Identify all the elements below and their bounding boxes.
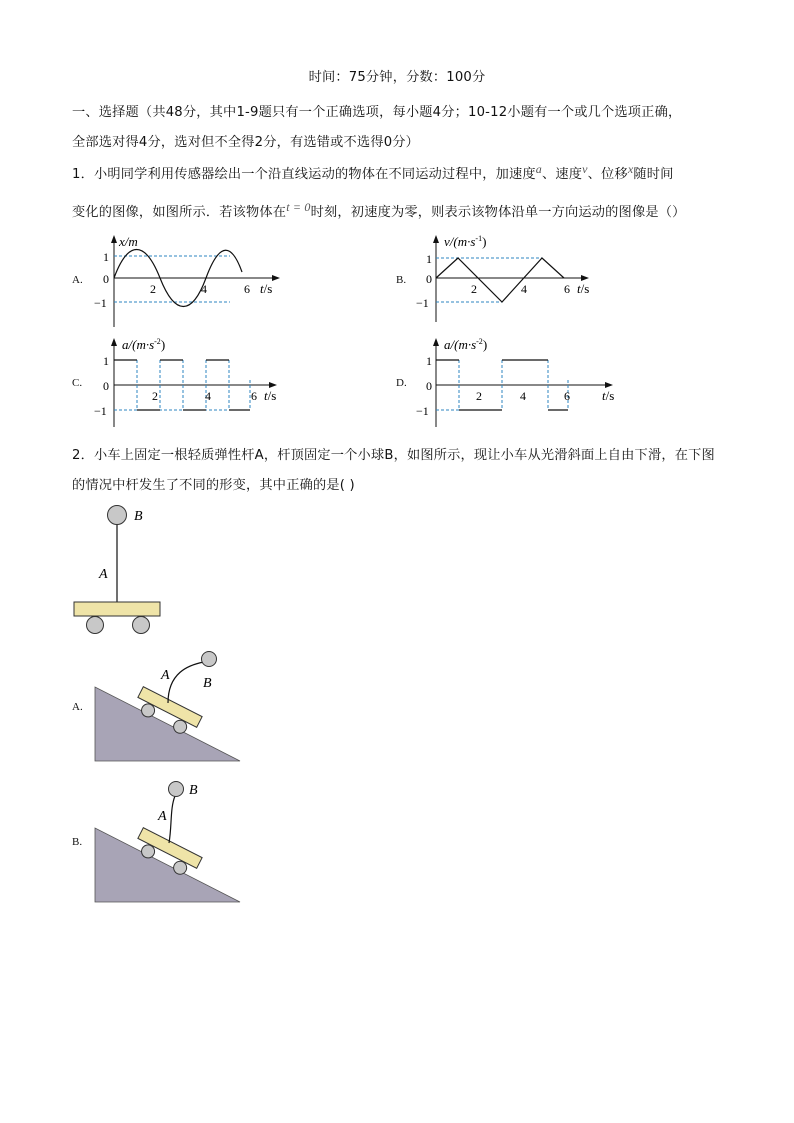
tick-y-neg1: −1 bbox=[94, 296, 107, 310]
q1-option-d-label[interactable]: D. bbox=[396, 377, 407, 389]
label-b: B bbox=[189, 783, 198, 798]
q2-stem-line2: 的情况中杆发生了不同的形变，其中正确的是( ) bbox=[72, 478, 355, 493]
q1-option-d-graph[interactable] bbox=[416, 335, 634, 430]
slope bbox=[95, 828, 240, 902]
cart-wheel bbox=[87, 617, 104, 634]
tick-y-1: 1 bbox=[103, 354, 109, 368]
tick-x-4: 4 bbox=[520, 389, 526, 403]
q1-stem-line1 bbox=[72, 162, 674, 182]
q1-option-c-label[interactable]: C. bbox=[72, 377, 83, 389]
q2-option-a-label[interactable]: A. bbox=[72, 701, 83, 713]
tick-y-0: 0 bbox=[103, 272, 109, 286]
tick-x-6: 6 bbox=[251, 389, 257, 403]
symbol-v: v bbox=[582, 162, 588, 176]
tick-y-0: 0 bbox=[426, 272, 432, 286]
q1-option-b-graph[interactable] bbox=[416, 232, 614, 327]
x-axis-label: t/s bbox=[577, 281, 590, 296]
tick-y-0: 0 bbox=[426, 379, 432, 393]
q1-option-c-graph[interactable] bbox=[94, 335, 290, 430]
tick-y-neg1: −1 bbox=[416, 404, 429, 418]
exam-time-score: 时间：75分钟，分数：100分 bbox=[308, 70, 486, 85]
tick-y-1: 1 bbox=[426, 252, 432, 266]
x-axis-label: t/s bbox=[602, 388, 615, 403]
section-heading-line1: 一、选择题（共48分，其中1-9题只有一个正确选项，每小题4分；10-12小题有一个或几个选项正确， bbox=[72, 105, 682, 120]
label-a: A bbox=[161, 668, 170, 683]
tick-x-6: 6 bbox=[564, 389, 570, 403]
q2-stem-line1: 2．小车上固定一根轻质弹性杆A，杆顶固定一个小球B，如图所示，现让小车从光滑斜面上自由下滑，在下图 bbox=[72, 448, 715, 463]
ball-b bbox=[169, 782, 184, 797]
q1-option-a-label[interactable]: A. bbox=[72, 274, 83, 286]
tick-x-2: 2 bbox=[150, 282, 156, 296]
ball-b bbox=[202, 652, 217, 667]
q1-text-b: 变化的图像，如图所示．若该物体在 bbox=[72, 205, 287, 220]
tick-x-4: 4 bbox=[205, 389, 211, 403]
y-axis-label: $v/(m\cdot s^{-1})$ bbox=[444, 234, 487, 249]
y-axis-arrow bbox=[111, 235, 117, 243]
q2-base-figure bbox=[70, 500, 180, 640]
v-t-triangle-line bbox=[436, 258, 564, 302]
rod-a-bent bbox=[169, 796, 175, 843]
label-a: A bbox=[99, 567, 108, 582]
y-axis-label: $a/(m\cdot s^{-2})$ bbox=[444, 337, 488, 352]
tick-x-6: 6 bbox=[564, 282, 570, 296]
tick-y-neg1: −1 bbox=[94, 404, 107, 418]
slope bbox=[95, 687, 240, 761]
q2-option-a-figure[interactable] bbox=[92, 645, 252, 765]
tick-y-1: 1 bbox=[426, 354, 432, 368]
y-axis-arrow bbox=[433, 338, 439, 346]
q1-sep2: 、位移 bbox=[587, 167, 628, 182]
cart-wheel bbox=[133, 617, 150, 634]
y-axis-arrow bbox=[433, 235, 439, 243]
symbol-a: a bbox=[535, 162, 542, 176]
x-axis-label: t/s bbox=[260, 281, 273, 296]
tick-x-2: 2 bbox=[471, 282, 477, 296]
label-b: B bbox=[203, 676, 212, 691]
cart-body bbox=[74, 602, 160, 616]
ball-b bbox=[108, 506, 127, 525]
q1-sep1: 、速度 bbox=[541, 167, 583, 182]
tick-x-2: 2 bbox=[152, 389, 158, 403]
y-axis-arrow bbox=[111, 338, 117, 346]
label-b: B bbox=[134, 509, 143, 524]
q1-stem-line2 bbox=[72, 200, 686, 220]
q1-option-b-label[interactable]: B. bbox=[396, 274, 407, 286]
y-axis-label: x/m bbox=[119, 234, 138, 249]
tick-y-neg1: −1 bbox=[416, 296, 429, 310]
label-a: A bbox=[158, 809, 167, 824]
section-heading-line2: 全部选对得4分，选对但不全得2分，有选错或不选得0分） bbox=[72, 135, 420, 150]
q2-option-b-label[interactable]: B. bbox=[72, 836, 83, 848]
rod-a-bent bbox=[168, 662, 204, 703]
tick-y-1: 1 bbox=[103, 250, 109, 264]
y-axis-label: $a/(m\cdot s^{-2})$ bbox=[122, 337, 166, 352]
q1-option-a-graph[interactable] bbox=[94, 232, 290, 327]
t-equals-zero: t = 0 bbox=[286, 200, 311, 214]
q1-text-c: 时刻，初速度为零，则表示该物体沿单一方向运动的图像是（） bbox=[310, 205, 686, 220]
symbol-x: x bbox=[627, 162, 634, 176]
q2-option-b-figure[interactable] bbox=[92, 778, 252, 906]
q1-text-a: 1．小明同学利用传感器绘出一个沿直线运动的物体在不同运动过程中，加速度 bbox=[72, 167, 536, 182]
tick-y-0: 0 bbox=[103, 379, 109, 393]
x-axis-arrow bbox=[272, 275, 280, 281]
tick-x-2: 2 bbox=[476, 389, 482, 403]
x-axis-label: t/s bbox=[264, 388, 277, 403]
q1-text-end: 随时间 bbox=[633, 167, 674, 182]
tick-x-4: 4 bbox=[521, 282, 527, 296]
tick-x-4: 4 bbox=[201, 282, 207, 296]
tick-x-6: 6 bbox=[244, 282, 250, 296]
